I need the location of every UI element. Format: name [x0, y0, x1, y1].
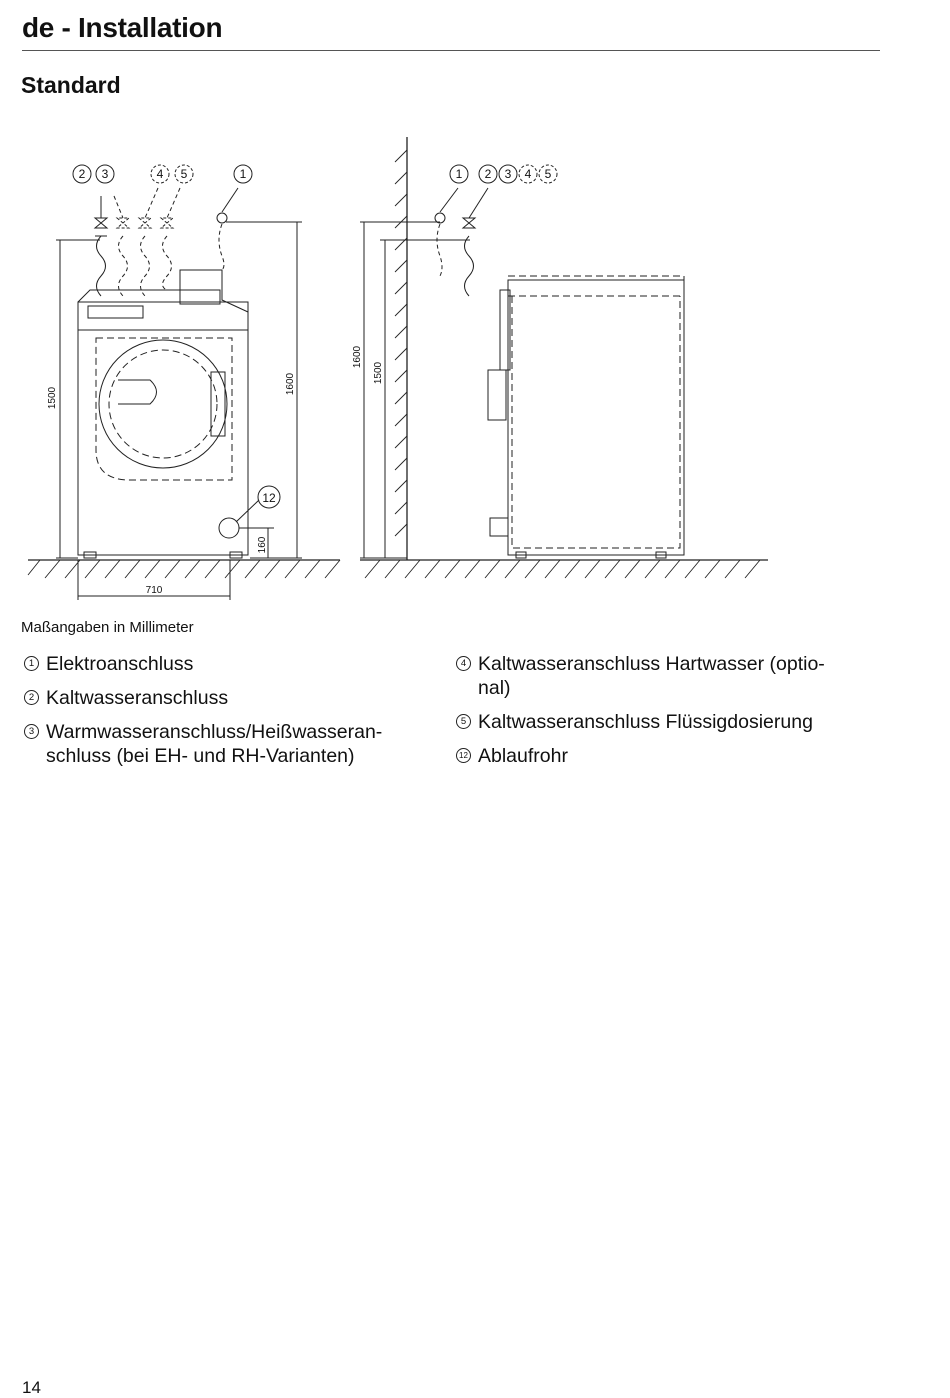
drain-callout-label: 12 — [262, 491, 276, 505]
side-callout-label-4: 4 — [524, 167, 532, 181]
front-callout-label-5: 5 — [180, 167, 188, 181]
legend-item — [22, 720, 422, 768]
legend-right — [454, 652, 874, 778]
legend-number: 1 — [24, 656, 39, 671]
side-view — [360, 137, 768, 578]
side-callout-label-1: 1 — [455, 167, 463, 181]
legend-left — [22, 652, 422, 778]
dim-front-height-right: 1600 — [285, 372, 296, 396]
legend-number: 4 — [456, 656, 471, 671]
side-callout-label-2: 2 — [484, 167, 492, 181]
page-number: 14 — [22, 1378, 41, 1397]
legend-item — [454, 744, 874, 768]
legend-item — [22, 652, 422, 676]
side-callout-label-3: 3 — [504, 167, 512, 181]
header-divider — [22, 50, 880, 51]
dim-front-drain-height: 160 — [257, 536, 268, 554]
legend-text: Ablaufrohr — [478, 745, 568, 767]
legend-item — [22, 686, 422, 710]
front-callout-label-1: 1 — [239, 167, 247, 181]
section-title: Standard — [21, 72, 121, 98]
dim-side-height-outer: 1600 — [352, 345, 363, 369]
front-callout-label-2: 2 — [78, 167, 86, 181]
dim-front-height-left: 1500 — [47, 386, 58, 410]
legend-text: Kaltwasseranschluss Hartwasser (optio- nal) — [478, 653, 825, 699]
front-callout-label-3: 3 — [101, 167, 109, 181]
legend-item — [454, 652, 874, 700]
installation-diagram — [0, 120, 950, 610]
dimension-caption: Maßangaben in Millimeter — [21, 619, 194, 636]
legend-number: 2 — [24, 690, 39, 705]
dim-front-width: 710 — [145, 585, 163, 596]
dim-side-height-inner: 1500 — [373, 361, 384, 385]
legend-text: Kaltwasseranschluss — [46, 687, 229, 709]
legend-text: Kaltwasseranschluss Flüssigdosierung — [478, 711, 813, 733]
legend-number: 5 — [456, 714, 471, 729]
legend-number: 12 — [456, 748, 471, 763]
page-header-title: de - Installation — [22, 12, 223, 43]
legend-text: Warmwasseranschluss/Heißwasseran- schluss (bei EH- und RH-Varianten) — [46, 721, 383, 767]
legend-item — [454, 710, 874, 734]
legend-number: 3 — [24, 724, 39, 739]
front-callout-label-4: 4 — [156, 167, 164, 181]
legend-text: Elektroanschluss — [46, 653, 194, 675]
side-callout-label-5: 5 — [544, 167, 552, 181]
